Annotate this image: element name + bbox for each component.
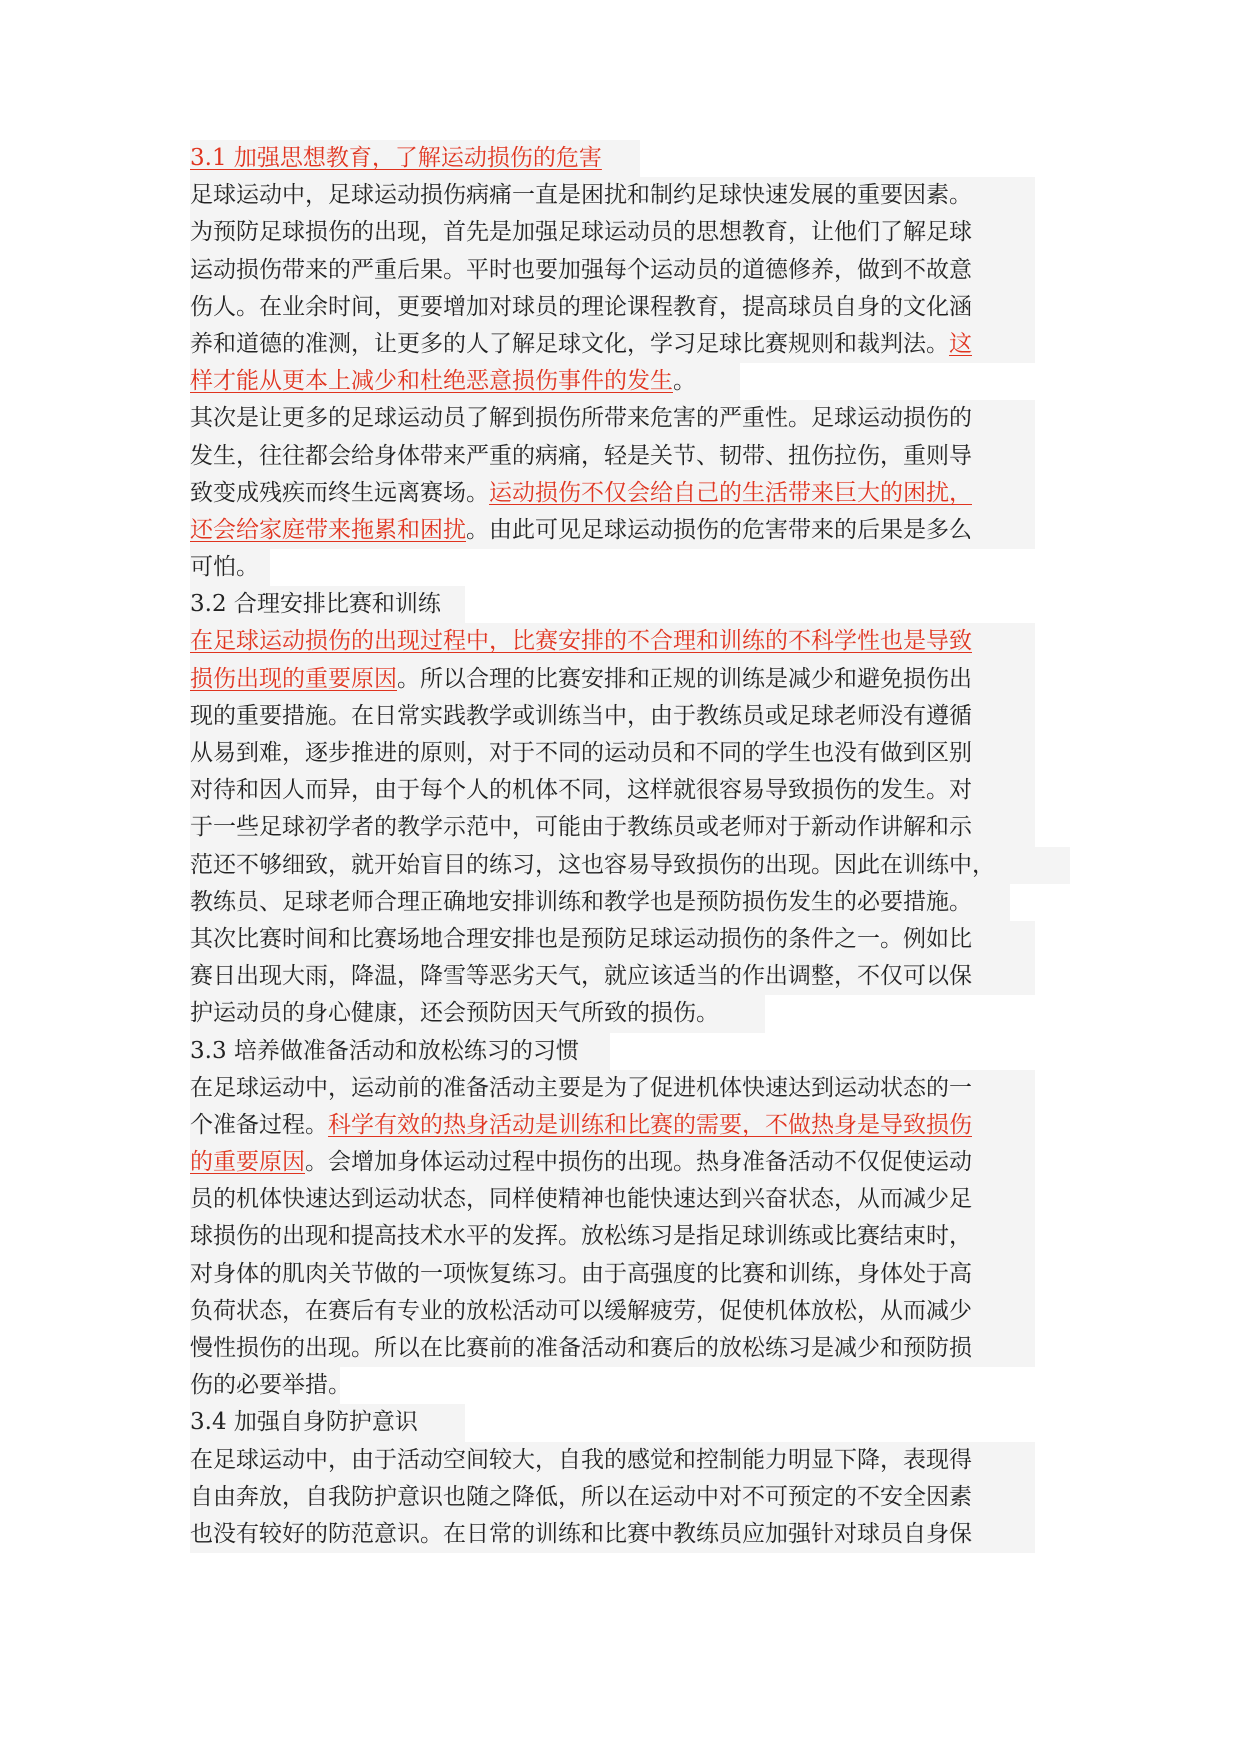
text-line — [190, 958, 1090, 995]
text-line — [190, 1181, 1090, 1218]
text-line — [190, 512, 1090, 549]
body-text: 球损伤的出现和提高技术水平的发挥。放松练习是指足球训练或比赛结束时， — [190, 1223, 972, 1250]
text-line — [190, 549, 1090, 586]
line-highlight — [190, 1181, 1035, 1218]
line-highlight — [190, 1516, 1035, 1553]
line-highlight — [190, 958, 1035, 995]
body-text: 养和道德的准测，让更多的人了解足球文化，学习足球比赛规则和裁判法。 — [190, 330, 949, 357]
text-line — [190, 177, 1090, 214]
line-highlight — [190, 735, 1035, 772]
line-highlight — [190, 995, 765, 1032]
body-text: 为预防足球损伤的出现，首先是加强足球运动员的思想教育，让他们了解足球 — [190, 219, 972, 246]
body-text: 在足球运动中，运动前的准备活动主要是为了促进机体快速达到运动状态的一 — [190, 1074, 972, 1101]
text-line — [190, 1256, 1090, 1293]
line-highlight — [190, 140, 640, 177]
body-text: 现的重要措施。在日常实践教学或训练当中，由于教练员或足球老师没有遵循 — [190, 702, 972, 729]
highlighted-text: 还会给家庭带来拖累和困扰 — [190, 516, 466, 543]
line-highlight — [190, 623, 1035, 660]
highlighted-text: 的重要原因 — [190, 1149, 305, 1176]
body-text: 对身体的肌肉关节做的一项恢复练习。由于高强度的比赛和训练，身体处于高 — [190, 1260, 972, 1287]
body-text: 可怕。 — [190, 554, 259, 581]
text-line — [190, 586, 1090, 623]
line-highlight — [190, 1256, 1035, 1293]
body-text: 3.2 合理安排比赛和训练 — [190, 591, 441, 618]
body-text: 在足球运动中，由于活动空间较大，自我的感觉和控制能力明显下降，表现得 — [190, 1446, 972, 1473]
line-highlight — [190, 1367, 351, 1404]
line-highlight — [190, 1293, 1035, 1330]
line-highlight — [190, 698, 1035, 735]
text-line — [190, 475, 1090, 512]
line-highlight — [190, 400, 1035, 437]
body-text: 。所以合理的比赛安排和正规的训练是减少和避免损伤出 — [397, 665, 972, 692]
line-highlight — [190, 661, 1035, 698]
highlighted-text: 样才能从更本上减少和杜绝恶意损伤事件的发生 — [190, 368, 673, 395]
line-highlight — [190, 1404, 465, 1441]
body-text: 慢性损伤的出现。所以在比赛前的准备活动和赛后的放松练习是减少和预防损 — [190, 1335, 972, 1361]
text-line — [190, 363, 1090, 400]
line-highlight — [190, 1442, 1035, 1479]
line-highlight — [190, 1479, 1035, 1516]
line-highlight — [190, 1107, 1035, 1144]
highlighted-text: 在足球运动损伤的出现过程中，比赛安排的不合理和训练的不科学性也是导致 — [190, 628, 972, 655]
text-line — [190, 1218, 1090, 1255]
line-highlight — [190, 363, 740, 400]
line-highlight — [190, 177, 1035, 214]
body-text: 教练员、足球老师合理正确地安排训练和教学也是预防损伤发生的必要措施。 — [190, 888, 972, 915]
highlighted-text: 运动损伤不仅会给自己的生活带来巨大的困扰， — [489, 479, 972, 506]
line-highlight — [190, 1330, 1035, 1367]
line-highlight — [190, 809, 1035, 846]
body-text: 足球运动中，足球运动损伤病痛一直是困扰和制约足球快速发展的重要因素。 — [190, 182, 972, 209]
text-line — [190, 1479, 1090, 1516]
text-line — [190, 698, 1090, 735]
text-line — [190, 289, 1090, 326]
body-text: 于一些足球初学者的教学示范中，可能由于教练员或老师对于新动作讲解和示 — [190, 814, 972, 841]
text-line — [190, 809, 1090, 846]
line-highlight — [190, 475, 1035, 512]
body-text: 伤的必要举措。 — [190, 1372, 351, 1399]
text-line — [190, 1107, 1090, 1144]
text-line — [190, 214, 1090, 251]
text-line — [190, 1442, 1090, 1479]
body-text: 负荷状态，在赛后有专业的放松活动可以缓解疲劳，促使机体放松，从而减少 — [190, 1297, 972, 1324]
body-text: 对待和因人而异，由于每个人的机体不同，这样就很容易导致损伤的发生。对 — [190, 777, 972, 804]
line-highlight — [190, 1218, 1035, 1255]
line-highlight — [190, 586, 465, 623]
body-text: 运动损伤带来的严重后果。平时也要加强每个运动员的道德修养，做到不故意 — [190, 256, 972, 283]
line-highlight — [190, 1070, 1035, 1107]
body-text: 。会增加身体运动过程中损伤的出现。热身准备活动不仅促使运动 — [305, 1149, 972, 1176]
line-highlight — [190, 326, 1035, 363]
body-text: 从易到难，逐步推进的原则，对于不同的运动员和不同的学生也没有做到区别 — [190, 740, 972, 766]
body-text: 赛日出现大雨，降温，降雪等恶劣天气，就应该适当的作出调整，不仅可以保 — [190, 963, 972, 990]
body-text: 护运动员的身心健康，还会预防因天气所致的损伤。 — [190, 1000, 719, 1027]
line-highlight — [190, 549, 270, 586]
line-highlight — [190, 438, 1035, 475]
body-text: 个准备过程。 — [190, 1111, 328, 1138]
document-body — [190, 140, 1090, 1553]
body-text: 伤人。在业余时间，更要增加对球员的理论课程教育，提高球员自身的文化涵 — [190, 293, 972, 320]
body-text: 自由奔放，自我防护意识也随之降低，所以在运动中对不可预定的不安全因素 — [190, 1483, 972, 1510]
line-highlight — [190, 847, 1070, 884]
text-line — [190, 995, 1090, 1032]
text-line — [190, 1330, 1090, 1367]
line-highlight — [190, 289, 1035, 326]
line-highlight — [190, 1033, 610, 1070]
body-text: 。 — [673, 368, 696, 395]
text-line — [190, 438, 1090, 475]
highlighted-text: 这 — [949, 330, 972, 357]
body-text: 也没有较好的防范意识。在日常的训练和比赛中教练员应加强针对球员自身保 — [190, 1520, 972, 1547]
text-line — [190, 1144, 1090, 1181]
text-line — [190, 1033, 1090, 1070]
line-highlight — [190, 214, 1035, 251]
line-highlight — [190, 512, 1035, 549]
body-text: 发生，往往都会给身体带来严重的病痛，轻是关节、韧带、扭伤拉伤，重则导 — [190, 442, 972, 469]
text-line — [190, 140, 1090, 177]
text-line — [190, 772, 1090, 809]
body-text: 。由此可见足球运动损伤的危害带来的后果是多么 — [466, 516, 972, 543]
body-text: 范还不够细致，就开始盲目的练习，这也容易导致损伤的出现。因此在训练中， — [190, 851, 995, 878]
body-text: 致变成残疾而终生远离赛场。 — [190, 479, 489, 506]
highlighted-text: 损伤出现的重要原因 — [190, 665, 397, 692]
text-line — [190, 1516, 1090, 1553]
body-text: 3.4 加强自身防护意识 — [190, 1409, 418, 1436]
text-line — [190, 326, 1090, 363]
text-line — [190, 252, 1090, 289]
text-line — [190, 847, 1090, 884]
text-line — [190, 661, 1090, 698]
line-highlight — [190, 921, 1035, 958]
line-highlight — [190, 772, 1035, 809]
line-highlight — [190, 884, 1010, 921]
text-line — [190, 735, 1090, 772]
text-line — [190, 1367, 1090, 1404]
text-line — [190, 921, 1090, 958]
line-highlight — [190, 252, 1035, 289]
body-text: 其次是让更多的足球运动员了解到损伤所带来危害的严重性。足球运动损伤的 — [190, 405, 972, 432]
text-line — [190, 400, 1090, 437]
text-line — [190, 1070, 1090, 1107]
text-line — [190, 884, 1090, 921]
body-text: 员的机体快速达到运动状态，同样使精神也能快速达到兴奋状态，从而减少足 — [190, 1186, 972, 1213]
highlighted-text: 科学有效的热身活动是训练和比赛的需要，不做热身是导致损伤 — [328, 1111, 972, 1138]
body-text: 3.3 培养做准备活动和放松练习的习惯 — [190, 1037, 579, 1064]
highlighted-text: 3.1 加强思想教育，了解运动损伤的危害 — [190, 145, 602, 171]
line-highlight — [190, 1144, 1035, 1181]
body-text: 其次比赛时间和比赛场地合理安排也是预防足球运动损伤的条件之一。例如比 — [190, 925, 972, 952]
text-line — [190, 1404, 1090, 1441]
text-line — [190, 1293, 1090, 1330]
text-line — [190, 623, 1090, 660]
